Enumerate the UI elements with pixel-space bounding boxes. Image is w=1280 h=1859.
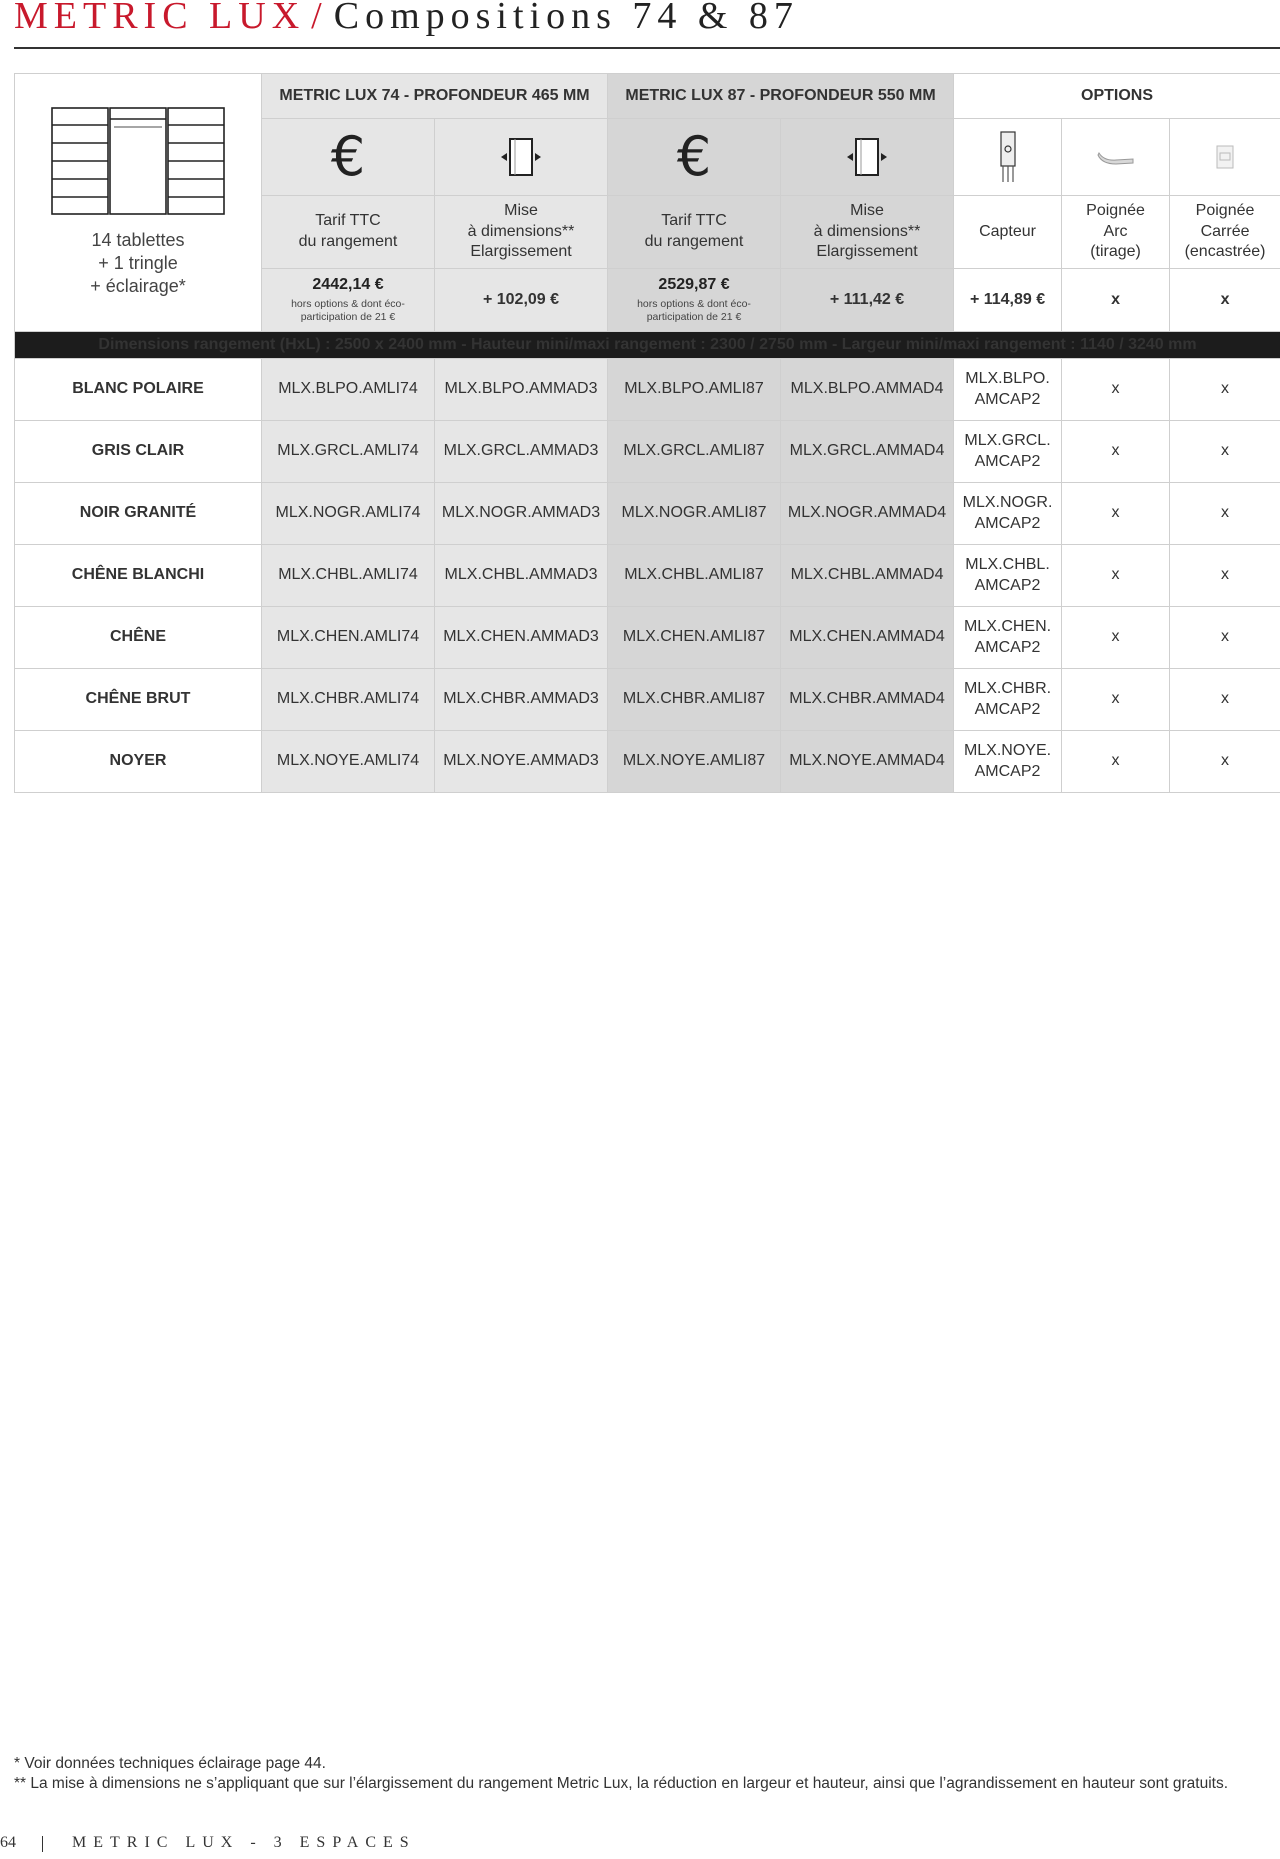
ref-arc-handle: x (1062, 359, 1170, 421)
ml87-mise-label (781, 196, 954, 269)
ml74-tarif-price (262, 269, 435, 332)
ref-capteur (954, 359, 1062, 421)
label-line: à dimensions** (467, 222, 575, 240)
title-separator: / (311, 0, 328, 37)
ref-ml74-mise: MLX.CHBR.AMMAD3 (435, 669, 608, 731)
ref-square-handle: x (1170, 359, 1280, 421)
finish-name: CHÊNE BRUT (15, 669, 262, 731)
ref-capteur (954, 731, 1062, 793)
composition-cell (15, 74, 262, 332)
price-table (14, 73, 1280, 793)
label-line: (encastrée) (1184, 243, 1266, 261)
footnote-resizing: ** La mise à dimensions ne s’appliquant que sur l’élargissement du rangement Metric Lux, la réduction en largeur et hauteur, ainsi que l’agrandissement en hauteur sont gratuits. (14, 1775, 1229, 1792)
ref-capteur (954, 421, 1062, 483)
ref-square-handle: x (1170, 731, 1280, 793)
label-line: Mise (850, 201, 884, 219)
ml87-mise-icon-cell (781, 119, 954, 196)
price-value: 2442,14 € (312, 276, 384, 294)
ref-ml87-mise: MLX.CHBL.AMMAD4 (781, 545, 954, 607)
ml87-tarif-price (608, 269, 781, 332)
composition-description (17, 229, 259, 298)
page-number: 64 (0, 1834, 16, 1851)
ref-square-handle: x (1170, 669, 1280, 731)
square-handle-icon-cell (1170, 119, 1280, 196)
ml87-tarif-label (608, 196, 781, 269)
ref-ml87-tarif: MLX.CHBL.AMLI87 (608, 545, 781, 607)
ref-square-handle: x (1170, 607, 1280, 669)
ml74-mise-price: + 102,09 € (435, 269, 608, 332)
euro-icon: € (330, 125, 366, 188)
ref-line: MLX.GRCL. (964, 431, 1051, 449)
arc-handle-price: x (1062, 269, 1170, 332)
ref-ml74-mise: MLX.NOGR.AMMAD3 (435, 483, 608, 545)
footnote-lighting: * Voir données techniques éclairage page 44. (14, 1755, 326, 1772)
label-line: Poignée (1195, 201, 1255, 219)
ref-square-handle: x (1170, 483, 1280, 545)
ref-arc-handle: x (1062, 731, 1170, 793)
label-line: (tirage) (1090, 243, 1141, 261)
arc-handle-icon (1096, 147, 1136, 167)
square-handle-price: x (1170, 269, 1280, 332)
table-row (15, 731, 1280, 793)
finish-name: CHÊNE (15, 607, 262, 669)
ref-line: AMCAP2 (974, 762, 1041, 780)
footer-divider (42, 1836, 43, 1852)
ref-line: MLX.CHBR. (963, 679, 1052, 697)
ml74-tarif-icon-cell (262, 119, 435, 196)
ref-ml87-tarif: MLX.BLPO.AMLI87 (608, 359, 781, 421)
label-line: Arc (1103, 222, 1128, 240)
label-line: Elargissement (816, 243, 918, 261)
resize-width-icon (845, 137, 889, 177)
ref-arc-handle: x (1062, 607, 1170, 669)
composition-line: + 1 tringle (98, 252, 178, 273)
page-title (14, 0, 799, 38)
ref-ml74-tarif: MLX.CHBL.AMLI74 (262, 545, 435, 607)
table-row (15, 421, 1280, 483)
ref-capteur (954, 669, 1062, 731)
ml74-tarif-label (262, 196, 435, 269)
composition-line: + éclairage* (90, 276, 186, 297)
finish-name: NOIR GRANITÉ (15, 483, 262, 545)
ref-ml74-mise: MLX.GRCL.AMMAD3 (435, 421, 608, 483)
ref-capteur (954, 607, 1062, 669)
ref-ml87-tarif: MLX.NOGR.AMLI87 (608, 483, 781, 545)
ref-square-handle: x (1170, 421, 1280, 483)
ref-line: AMCAP2 (974, 514, 1041, 532)
ref-arc-handle: x (1062, 545, 1170, 607)
label-line: Tarif TTC (315, 212, 381, 230)
title-rule (14, 47, 1280, 49)
ref-line: AMCAP2 (974, 700, 1041, 718)
ref-ml87-tarif: MLX.GRCL.AMLI87 (608, 421, 781, 483)
ref-square-handle: x (1170, 545, 1280, 607)
ref-ml74-tarif: MLX.CHBR.AMLI74 (262, 669, 435, 731)
ml74-mise-icon-cell (435, 119, 608, 196)
dimensions-band (15, 332, 1280, 359)
page-subtitle: Compositions 74 & 87 (333, 0, 799, 37)
capteur-icon-cell (954, 119, 1062, 196)
label-line: Mise (504, 201, 538, 219)
price-note-line: participation de 21 € (646, 311, 742, 324)
group-ml74-header: METRIC LUX 74 - PROFONDEUR 465 MM (262, 74, 608, 119)
table-row (15, 607, 1280, 669)
price-note-line: hors options & dont éco- (637, 298, 751, 311)
label-line: Tarif TTC (661, 212, 727, 230)
table-row (15, 545, 1280, 607)
ref-arc-handle: x (1062, 669, 1170, 731)
capteur-price: + 114,89 € (954, 269, 1062, 332)
finish-name: CHÊNE BLANCHI (15, 545, 262, 607)
dimensions-text: Dimensions rangement (HxL) : 2500 x 2400 mm - Hauteur mini/maxi rangement : 2300 / 2750 mm - Largeur mini/maxi rangement : 1140 / 3240 mm (15, 332, 1280, 359)
ml74-mise-label (435, 196, 608, 269)
ref-ml87-tarif: MLX.CHEN.AMLI87 (608, 607, 781, 669)
ref-ml74-mise: MLX.CHEN.AMMAD3 (435, 607, 608, 669)
table-row (15, 669, 1280, 731)
group-ml87-header: METRIC LUX 87 - PROFONDEUR 550 MM (608, 74, 954, 119)
price-value: 2529,87 € (658, 276, 730, 294)
label-line: Carrée (1200, 222, 1250, 240)
ref-line: AMCAP2 (974, 576, 1041, 594)
ref-ml87-mise: MLX.CHBR.AMMAD4 (781, 669, 954, 731)
ref-line: MLX.NOGR. (962, 493, 1053, 511)
ref-capteur (954, 483, 1062, 545)
brand-name: METRIC LUX (14, 0, 306, 37)
euro-icon: € (676, 125, 712, 188)
ref-line: MLX.CHEN. (963, 617, 1052, 635)
ref-ml74-tarif: MLX.CHEN.AMLI74 (262, 607, 435, 669)
arc-handle-label (1062, 196, 1170, 269)
table-row (15, 359, 1280, 421)
label-line: du rangement (298, 233, 398, 250)
resize-width-icon (499, 137, 543, 177)
ref-line: MLX.NOYE. (963, 741, 1052, 759)
ref-ml74-mise: MLX.CHBL.AMMAD3 (435, 545, 608, 607)
ref-line: MLX.BLPO. (965, 369, 1050, 387)
label-line: du rangement (644, 233, 744, 250)
ref-ml87-mise: MLX.CHEN.AMMAD4 (781, 607, 954, 669)
ref-ml74-tarif: MLX.NOGR.AMLI74 (262, 483, 435, 545)
ref-ml74-tarif: MLX.BLPO.AMLI74 (262, 359, 435, 421)
price-note-line: participation de 21 € (300, 311, 396, 324)
ref-ml74-tarif: MLX.GRCL.AMLI74 (262, 421, 435, 483)
ref-ml87-mise: MLX.BLPO.AMMAD4 (781, 359, 954, 421)
ref-ml74-mise: MLX.BLPO.AMMAD3 (435, 359, 608, 421)
composition-line: 14 tablettes (91, 229, 185, 250)
price-note (610, 298, 778, 324)
group-header-row (15, 74, 1280, 119)
ref-ml87-mise: MLX.NOGR.AMMAD4 (781, 483, 954, 545)
finish-name: NOYER (15, 731, 262, 793)
wardrobe-icon (51, 107, 225, 215)
price-note (264, 298, 432, 324)
arc-handle-icon-cell (1062, 119, 1170, 196)
square-handle-label (1170, 196, 1280, 269)
square-handle-icon (1215, 144, 1235, 170)
ref-arc-handle: x (1062, 483, 1170, 545)
ref-capteur (954, 545, 1062, 607)
ref-arc-handle: x (1062, 421, 1170, 483)
ml87-mise-price: + 111,42 € (781, 269, 954, 332)
sensor-icon (998, 130, 1018, 184)
finish-name: BLANC POLAIRE (15, 359, 262, 421)
ref-line: AMCAP2 (974, 390, 1041, 408)
ref-line: AMCAP2 (974, 452, 1041, 470)
label-line: à dimensions** (813, 222, 921, 240)
ref-ml87-mise: MLX.GRCL.AMMAD4 (781, 421, 954, 483)
ref-ml74-mise: MLX.NOYE.AMMAD3 (435, 731, 608, 793)
group-options-header: OPTIONS (954, 74, 1280, 119)
table-row (15, 483, 1280, 545)
finish-name: GRIS CLAIR (15, 421, 262, 483)
capteur-label: Capteur (954, 196, 1062, 269)
ml87-tarif-icon-cell (608, 119, 781, 196)
label-line: Elargissement (470, 243, 572, 261)
ref-line: MLX.CHBL. (965, 555, 1050, 573)
ref-ml87-tarif: MLX.CHBR.AMLI87 (608, 669, 781, 731)
label-line: Poignée (1086, 201, 1145, 219)
ref-ml87-tarif: MLX.NOYE.AMLI87 (608, 731, 781, 793)
price-note-line: hors options & dont éco- (291, 298, 405, 311)
running-title: METRIC LUX - 3 ESPACES (72, 1834, 416, 1851)
ref-line: AMCAP2 (974, 638, 1041, 656)
ref-ml87-mise: MLX.NOYE.AMMAD4 (781, 731, 954, 793)
ref-ml74-tarif: MLX.NOYE.AMLI74 (262, 731, 435, 793)
